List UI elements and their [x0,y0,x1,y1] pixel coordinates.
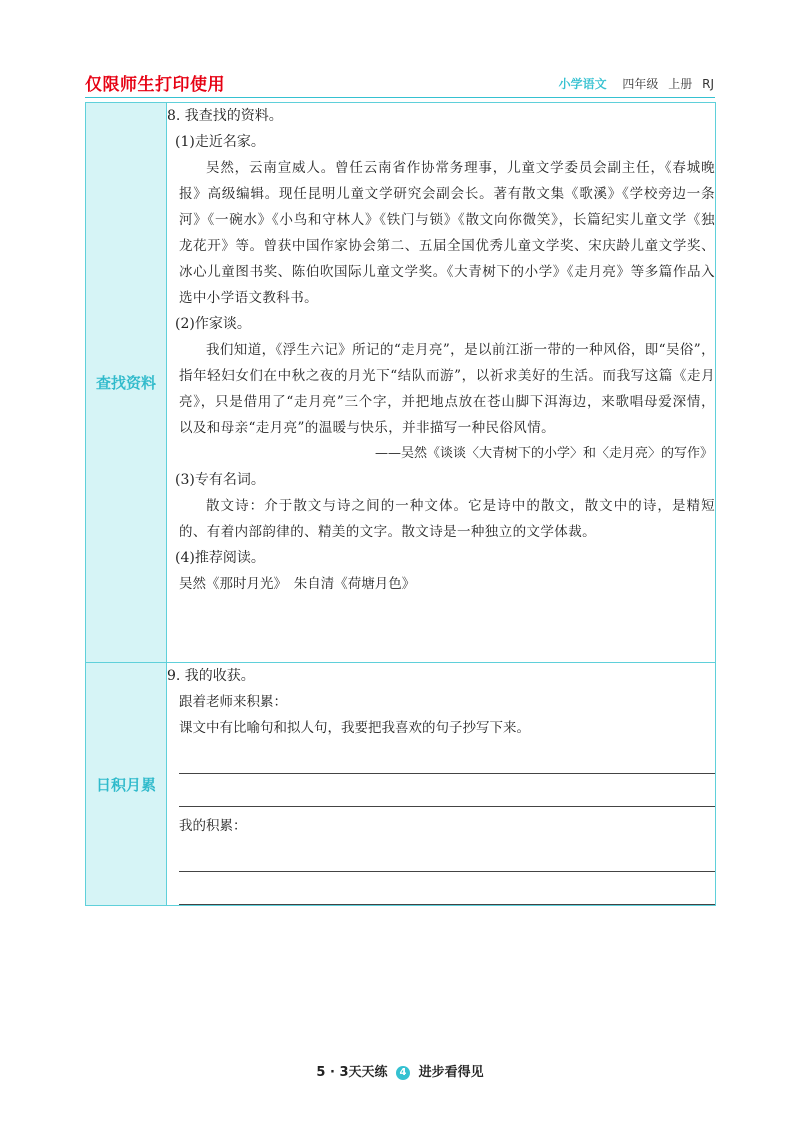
part2-citation: ——吴然《谈谈〈大青树下的小学〉和〈走月亮〉的写作》 [374,446,713,461]
page-footer [0,1061,800,1080]
section-accumulation [86,663,716,906]
book-info [553,75,714,92]
question-9: 9. 我的收获。 [167,668,255,684]
part3-text: 散文诗：介于散文与诗之间的一种文体。它是诗中的散文，散文中的诗，是精短的、有着内部韵律的、精美的文字。散文诗是一种独立的文学体裁。 [179,498,715,540]
subject-label: 小学语文 [558,77,607,91]
question-8: 8. 我查找的资料。 [167,108,283,124]
grade-label: 四年级 [622,77,659,91]
section-label-research: 查找资料 [86,103,167,663]
part4-text: 吴然《那时月光》 朱自清《荷塘月色》 [179,576,416,592]
footer-brand: 5 · 3天天练 [316,1065,388,1080]
part1-text: 吴然，云南宣威人。曾任云南省作协常务理事，儿童文学委员会副主任，《春城晚报》高级编辑。现任昆明儿童文学研究会副会长。著有散文集《歌溪》《学校旁边一条河》《一碗水》《小鸟和守林人》《铁门与锁》《散文向你微笑》，长篇纪实儿童文学《独龙花开》等。曾获中国作家协会第二、五届全国优秀儿童文学奖、宋庆龄儿童文学奖、冰心儿童图书奖、陈伯吹国际儿童文学奖。《大青树下的小学》《走月亮》等多篇作品入选中小学语文教科书。 [179,160,715,306]
writing-line-1[interactable] [179,741,715,774]
writing-line-2[interactable] [179,774,715,807]
edition-label: RJ [702,77,714,91]
part3-title: (3)专有名词。 [175,472,265,488]
part2-title: (2)作家谈。 [175,316,251,332]
instruction-line: 跟着老师来积累： [179,694,287,710]
part1-title: (1)走近名家。 [175,134,265,150]
part4-title: (4)推荐阅读。 [175,550,265,566]
prompt-line: 课文中有比喻句和拟人句，我要把我喜欢的句子抄写下来。 [179,720,530,736]
section-label-accumulation: 日积月累 [86,663,167,906]
research-content [167,103,716,663]
accumulation-content [167,663,716,906]
page-number-badge: 4 [396,1066,410,1080]
volume-label: 上册 [668,77,693,91]
section-research [86,103,716,663]
writing-line-4[interactable] [179,872,715,905]
part2-text: 我们知道，《浮生六记》所记的“走月亮”，是以前江浙一带的一种风俗，即“吴俗”，指年轻妇女们在中秋之夜的月光下“结队而游”，以祈求美好的生活。而我写这篇《走月亮》，只是借用了“走月亮”三个字，并把地点放在苍山脚下洱海边，来歌唱母爱深情，以及和母亲“走月亮”的温暖与快乐，并非描写一种民俗风情。 [179,342,715,436]
footer-slogan: 进步看得见 [418,1065,484,1080]
header-divider [85,97,715,98]
writing-line-3[interactable] [179,839,715,872]
print-notice: 仅限师生打印使用 [85,75,225,95]
my-accumulation-label: 我的积累： [179,818,247,834]
worksheet-table [85,102,716,906]
